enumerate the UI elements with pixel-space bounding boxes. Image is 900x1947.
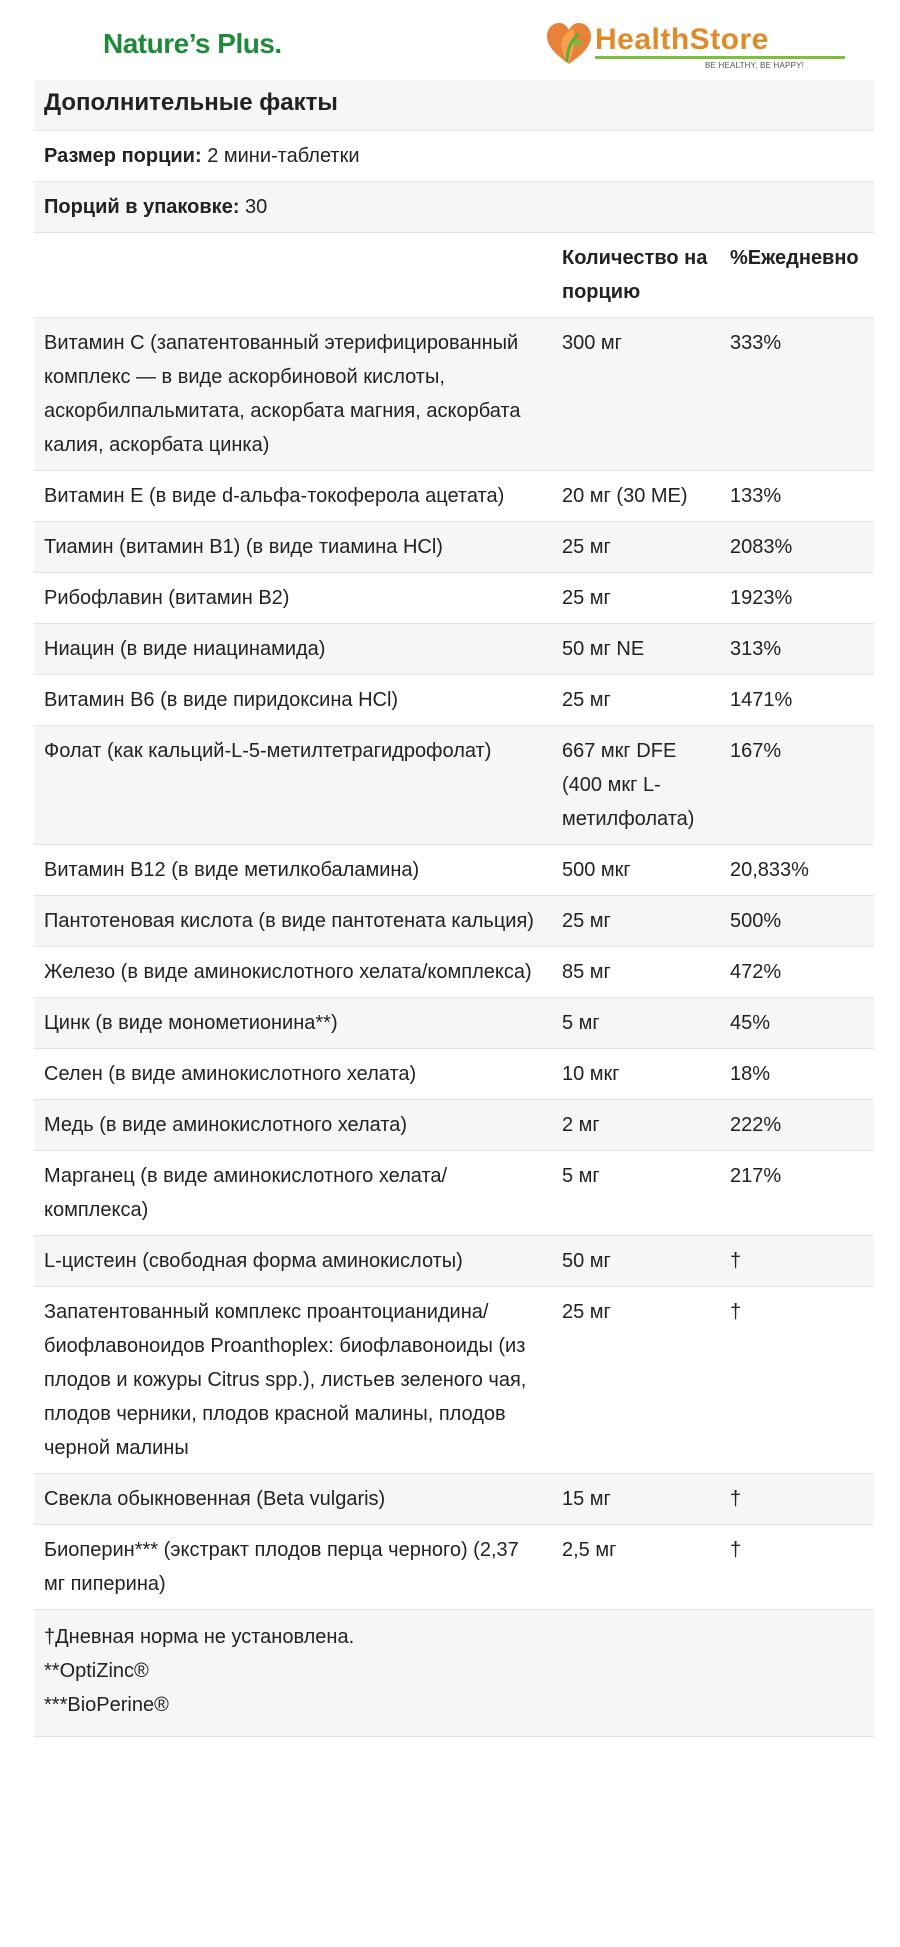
nutrient-daily-value: † bbox=[720, 1236, 874, 1287]
nutrient-name: Витамин B12 (в виде метилкобаламина) bbox=[34, 845, 552, 896]
nutrient-amount: 500 мкг bbox=[552, 845, 720, 896]
nutrient-row bbox=[34, 1100, 874, 1151]
footnotes bbox=[34, 1610, 874, 1737]
brand-tagline: BE HEALTHY, BE HAPPY! bbox=[705, 61, 805, 70]
nutrient-name: L-цистеин (свободная форма аминокислоты) bbox=[34, 1236, 552, 1287]
natures-plus-logo: Nature’s Plus. bbox=[103, 28, 282, 59]
nutrient-row bbox=[34, 1151, 874, 1236]
nutrient-daily-value: 472% bbox=[720, 947, 874, 998]
nutrient-row bbox=[34, 947, 874, 998]
nutrient-amount: 2 мг bbox=[552, 1100, 720, 1151]
nutrient-name: Рибофлавин (витамин B2) bbox=[34, 573, 552, 624]
healthstore-brand: HealthStore bbox=[595, 23, 769, 56]
nutrient-amount: 25 мг bbox=[552, 675, 720, 726]
column-header-amount: Количество на порцию bbox=[552, 233, 720, 318]
column-header-empty bbox=[34, 233, 552, 318]
nutrient-row bbox=[34, 1474, 874, 1525]
nutrient-amount: 50 мг bbox=[552, 1236, 720, 1287]
nutrient-row bbox=[34, 573, 874, 624]
nutrient-daily-value: 313% bbox=[720, 624, 874, 675]
nutrient-row bbox=[34, 1236, 874, 1287]
nutrient-amount: 50 мг NE bbox=[552, 624, 720, 675]
nutrient-daily-value: 20,833% bbox=[720, 845, 874, 896]
nutrient-daily-value: † bbox=[720, 1287, 874, 1474]
nutrient-daily-value: 1471% bbox=[720, 675, 874, 726]
nutrient-name: Железо (в виде аминокислотного хелата/комплекса) bbox=[34, 947, 552, 998]
nutrient-name: Витамин C (запатентованный этерифицированный комплекс — в виде аскорбиновой кислоты, аскорбилпальмитата, аскорбата магния, аскорбата калия, аскорбата цинка) bbox=[34, 318, 552, 471]
nutrient-name: Биоперин*** (экстракт плодов перца черного) (2,37 мг пиперина) bbox=[34, 1525, 552, 1610]
nutrient-row bbox=[34, 1049, 874, 1100]
nutrient-daily-value: 133% bbox=[720, 471, 874, 522]
nutrient-amount: 300 мг bbox=[552, 318, 720, 471]
footnote: †Дневная норма не установлена. bbox=[44, 1626, 355, 1648]
nutrient-name: Фолат (как кальций-L-5-метилтетрагидрофолат) bbox=[34, 726, 552, 845]
header bbox=[0, 0, 900, 80]
nutrient-amount: 667 мкг DFE (400 мкг L-метилфолата) bbox=[552, 726, 720, 845]
nutrient-amount: 10 мкг bbox=[552, 1049, 720, 1100]
nutrient-name: Пантотеновая кислота (в виде пантотената кальция) bbox=[34, 896, 552, 947]
nutrient-row bbox=[34, 845, 874, 896]
nutrient-daily-value: 1923% bbox=[720, 573, 874, 624]
nutrient-row bbox=[34, 624, 874, 675]
nutrient-row bbox=[34, 726, 874, 845]
footnote: ***BioPerine® bbox=[44, 1694, 169, 1716]
nutrient-daily-value: 167% bbox=[720, 726, 874, 845]
nutrient-row bbox=[34, 1525, 874, 1610]
heart-leaf-icon bbox=[545, 20, 593, 68]
nutrient-amount: 85 мг bbox=[552, 947, 720, 998]
nutrient-daily-value: 45% bbox=[720, 998, 874, 1049]
footnote: **OptiZinc® bbox=[44, 1660, 149, 1682]
title-row bbox=[34, 80, 874, 131]
nutrient-name: Тиамин (витамин B1) (в виде тиамина HCl) bbox=[34, 522, 552, 573]
nutrient-name: Запатентованный комплекс проантоцианидина/биофлавоноидов Proanthoplex: биофлавоноиды (из плодов и кожуры Citrus spp.), листьев зеленого чая, плодов черники, плодов красной малины, плодов черной малины bbox=[34, 1287, 552, 1474]
facts-title: Дополнительные факты bbox=[34, 80, 874, 131]
nutrient-name: Селен (в виде аминокислотного хелата) bbox=[34, 1049, 552, 1100]
nutrient-daily-value: † bbox=[720, 1474, 874, 1525]
nutrient-row bbox=[34, 522, 874, 573]
nutrient-daily-value: 18% bbox=[720, 1049, 874, 1100]
nutrient-name: Витамин E (в виде d-альфа-токоферола ацетата) bbox=[34, 471, 552, 522]
serving-size-value: 2 мини-таблетки bbox=[207, 145, 360, 167]
nutrient-name: Свекла обыкновенная (Beta vulgaris) bbox=[34, 1474, 552, 1525]
nutrient-name: Марганец (в виде аминокислотного хелата/комплекса) bbox=[34, 1151, 552, 1236]
nutrient-amount: 5 мг bbox=[552, 998, 720, 1049]
nutrient-row bbox=[34, 318, 874, 471]
column-header-row bbox=[34, 233, 874, 318]
healthstore-logo bbox=[545, 20, 845, 70]
nutrient-row bbox=[34, 471, 874, 522]
nutrient-daily-value: 2083% bbox=[720, 522, 874, 573]
servings-value: 30 bbox=[245, 196, 268, 218]
nutrient-amount: 2,5 мг bbox=[552, 1525, 720, 1610]
footnotes-row bbox=[34, 1610, 874, 1737]
nutrient-amount: 25 мг bbox=[552, 896, 720, 947]
nutrient-row bbox=[34, 1287, 874, 1474]
nutrient-name: Витамин B6 (в виде пиридоксина HCl) bbox=[34, 675, 552, 726]
nutrient-daily-value: † bbox=[720, 1525, 874, 1610]
brand-underline bbox=[595, 56, 845, 59]
supplement-facts-table bbox=[34, 80, 874, 1737]
nutrient-daily-value: 333% bbox=[720, 318, 874, 471]
nutrient-amount: 5 мг bbox=[552, 1151, 720, 1236]
nutrient-amount: 25 мг bbox=[552, 1287, 720, 1474]
serving-size-row bbox=[34, 131, 874, 182]
nutrient-daily-value: 222% bbox=[720, 1100, 874, 1151]
nutrient-amount: 25 мг bbox=[552, 573, 720, 624]
nutrient-amount: 25 мг bbox=[552, 522, 720, 573]
nutrient-amount: 20 мг (30 МЕ) bbox=[552, 471, 720, 522]
nutrient-daily-value: 217% bbox=[720, 1151, 874, 1236]
column-header-daily: %Ежедневно bbox=[720, 233, 874, 318]
nutrient-name: Ниацин (в виде ниацинамида) bbox=[34, 624, 552, 675]
nutrient-row bbox=[34, 896, 874, 947]
serving-size-label: Размер порции: bbox=[44, 145, 202, 167]
nutrient-name: Медь (в виде аминокислотного хелата) bbox=[34, 1100, 552, 1151]
nutrient-amount: 15 мг bbox=[552, 1474, 720, 1525]
servings-per-container-row bbox=[34, 182, 874, 233]
servings-label: Порций в упаковке: bbox=[44, 196, 240, 218]
nutrient-row bbox=[34, 675, 874, 726]
nutrient-row bbox=[34, 998, 874, 1049]
nutrient-daily-value: 500% bbox=[720, 896, 874, 947]
nutrient-name: Цинк (в виде монометионина**) bbox=[34, 998, 552, 1049]
